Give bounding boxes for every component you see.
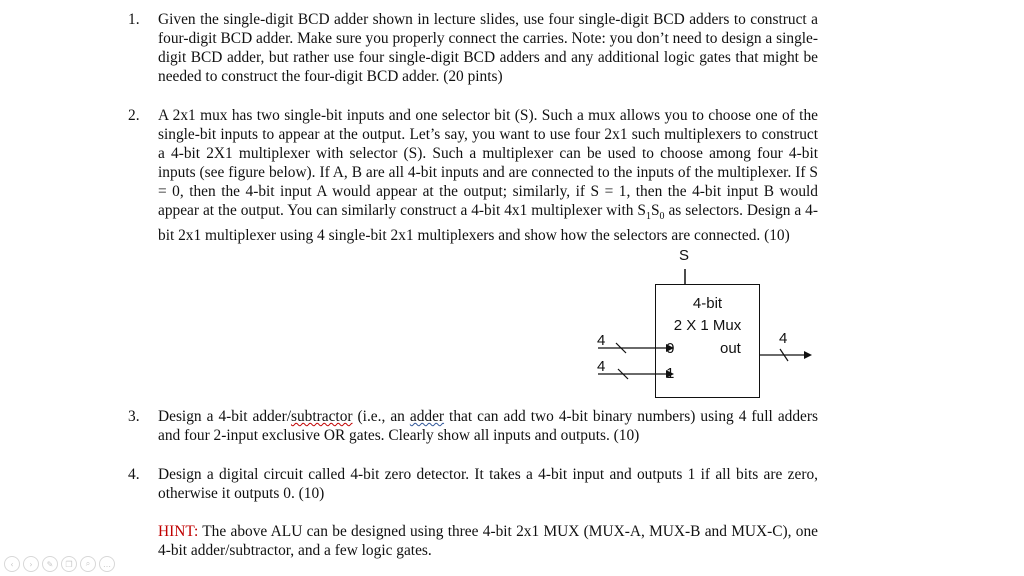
question-number: 4. [128, 466, 140, 483]
selector-label: S [679, 247, 690, 264]
question-3 [128, 407, 818, 445]
hint-text: The above ALU can be designed using three 4-bit 2x1 MUX (MUX-A, MUX-B and MUX-C), one 4-bit adder/subtractor, and a few logic gates. [158, 523, 818, 559]
viewer-toolbar [4, 556, 115, 572]
input-0-width: 4 [597, 332, 606, 349]
mux-title-line2: 2 X 1 Mux [673, 317, 742, 334]
question-text: Design a digital circuit called 4-bit zero detector. It takes a 4-bit input and outputs 1 if all bits are zero, otherwise it outputs 0. (10) [158, 466, 818, 502]
chevron-right-icon[interactable]: › [23, 556, 39, 572]
input-0-port: 0 [666, 340, 675, 357]
question-4 [128, 465, 818, 503]
question-number: 1. [128, 11, 140, 28]
question-2 [128, 106, 818, 245]
question-1 [128, 10, 818, 86]
output-arrow [804, 351, 812, 359]
mux-diagram [590, 245, 830, 405]
question-number: 2. [128, 107, 140, 124]
question-text: Design a 4-bit adder/subtractor (i.e., an adder that can add two 4-bit binary numbers) using 4 full adders and four 2-input exclusive OR gates. Clearly show all inputs and outputs. (10) [158, 408, 818, 444]
spellcheck-flag[interactable]: subtractor [290, 408, 353, 425]
hint-label: HINT: [158, 523, 199, 540]
hint-paragraph [158, 522, 818, 560]
output-width: 4 [779, 330, 788, 347]
grammar-flag[interactable]: adder [409, 408, 445, 425]
copy-icon[interactable]: ❐ [61, 556, 77, 572]
zoom-icon[interactable]: ⌕ [80, 556, 96, 572]
mux-title-line1: 4-bit [692, 295, 723, 312]
input-1-width: 4 [597, 358, 606, 375]
question-text: A 2x1 mux has two single-bit inputs and one selector bit (S). Such a mux allows you to choose one of the single-bit inputs to appear at the output. Let’s say, you want to use four 2x1 such multiplexers to construct a 4-bit 2X1 multiplexer with selector (S). Such a multiplexer can be used to choose among four 4-bit inputs (see figure below). If A, B are all 4-bit inputs and are connected to the inputs of the multiplexer. If S = 0, then the 4-bit input A would appear at the output; similarly, if S = 1, then the 4-bit input B would appear at the output. You can similarly construct a 4-bit 4x1 multiplexer with $S_1S_0$ as selectors. Design a 4-bit 2x1 multiplexer using 4 single-bit 2x1 multiplexers and show how the selectors are connected. (10) [158, 107, 818, 245]
input-1-port: 1 [666, 365, 675, 382]
question-number: 3. [128, 408, 140, 425]
pen-icon[interactable]: ✎ [42, 556, 58, 572]
more-icon[interactable]: … [99, 556, 115, 572]
question-text: Given the single-digit BCD adder shown in lecture slides, use four single-digit BCD adders to construct a four-digit BCD adder. Make sure you properly connect the carries. Note: you don’t need to design a single-digit BCD adder, but rather use four single-digit BCD adders and any additional logic gates that might be needed to construct the four-digit BCD adder. (20 pints) [158, 11, 818, 85]
output-port: out [720, 340, 741, 357]
chevron-left-icon[interactable]: ‹ [4, 556, 20, 572]
